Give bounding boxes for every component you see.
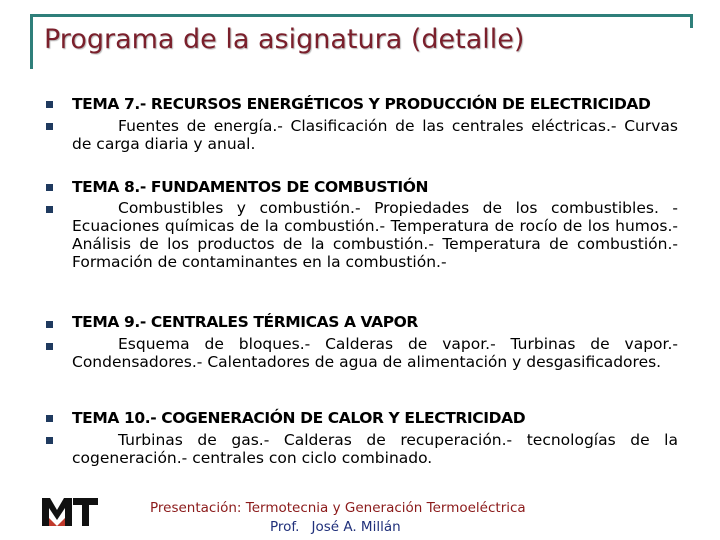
mt-logo-icon: [40, 496, 100, 528]
bullet-icon: [46, 206, 53, 213]
bullet-icon: [46, 123, 53, 130]
bullet-icon: [46, 101, 53, 108]
bullet-icon: [46, 437, 53, 444]
topic-heading: TEMA 7.- RECURSOS ENERGÉTICOS Y PRODUCCIÓN DE ELECTRICIDAD: [72, 95, 651, 113]
topic-description: Turbinas de gas.- Calderas de recuperación.- tecnologías de la cogeneración.- centrales con ciclo combinado.: [72, 431, 678, 467]
topic-description: Combustibles y combustión.- Propiedades de los combustibles. - Ecuaciones químicas de la combustión.- Temperatura de rocío de los humos.- Análisis de los productos de la combustión.- Temperatura de combustión.- Formación de contaminantes en la combustión.-: [72, 199, 678, 271]
topic-description: Esquema de bloques.- Calderas de vapor.- Turbinas de vapor.- Condensadores.- Calentadores de agua de alimentación y desgasificadores.: [72, 335, 678, 371]
topic-heading: TEMA 8.- FUNDAMENTOS DE COMBUSTIÓN: [72, 178, 429, 196]
bullet-icon: [46, 184, 53, 191]
footer-professor: Prof. José A. Millán: [270, 519, 401, 535]
topic-heading: TEMA 9.- CENTRALES TÉRMICAS A VAPOR: [72, 313, 418, 331]
bullet-icon: [46, 343, 53, 350]
page-title: Programa de la asignatura (detalle): [44, 24, 525, 55]
topic-heading: TEMA 10.- COGENERACIÓN DE CALOR Y ELECTRICIDAD: [72, 409, 526, 427]
footer-presentation: Presentación: Termotecnia y Generación Termoeléctrica: [150, 500, 526, 516]
bullet-icon: [46, 415, 53, 422]
topic-description: Fuentes de energía.- Clasificación de las centrales eléctricas.- Curvas de carga diaria y anual.: [72, 117, 678, 153]
bullet-icon: [46, 321, 53, 328]
